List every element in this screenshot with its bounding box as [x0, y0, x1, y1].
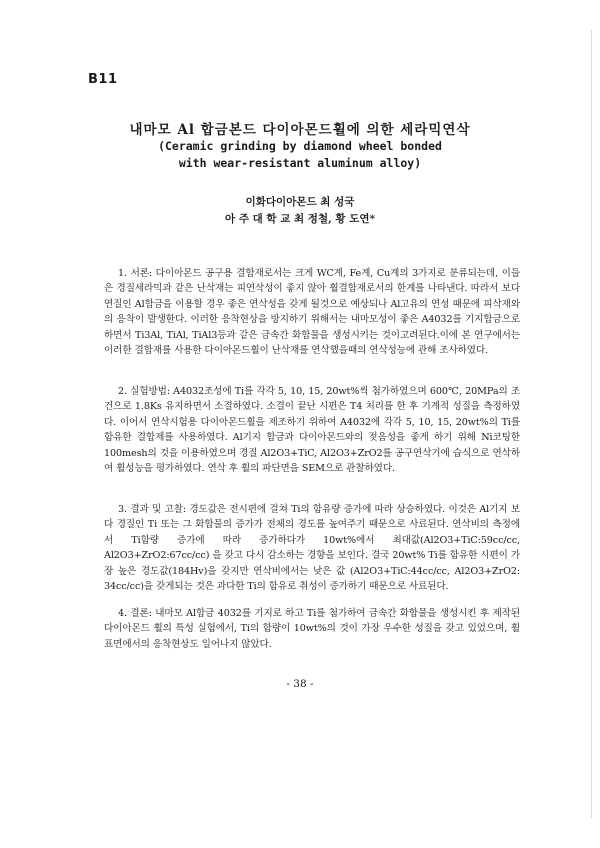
section-introduction-text: 1. 서론: 다이아몬드 공구용 결합재로서는 크게 WC계, Fe계, Cu계의 3가지로 분류되는데, 이들은 경질세라믹과 같은 난삭재는 피연삭성이 좋지 않아 휠결합재로서의 한계를 나타낸다. 따라서 보다 연질인 Al합금을 이용할 경우 좋은 연삭성을 갖게 될것으로 예상되나 Al고유의 연성 때문에 피삭재와의 응착이 발생한다. 이러한 응착현상을 방지하기 위해서는 내마모성이 좋은 A4032를 기지합금으로 하면서 Ti3Al, TiAl, TiAl3등과 같은 금속간 화합물을 생성시키는 것이고려된다.이에 본 연구에서는 이러한 결합재를 사용한 다이아몬드휠이 난삭재를 연삭했을때의 연삭성능에 관해 조사하였다.: [104, 268, 520, 357]
authors: [0, 194, 600, 228]
section-methods: [104, 384, 520, 476]
authors-line-1: 이화다이아몬드 최 성국: [245, 196, 355, 208]
section-methods-text: 2. 실험방법: A4032조성에 Ti를 각각 5, 10, 15, 20wt%씩 첨가하였으며 600℃, 20MPa의 조건으로 1.8Ks 유지하면서 소결하였다. 소결이 끝난 시편은 T4 처리를 한 후 기계적 성질을 측정하였다. 이어서 연삭시험용 다이아몬드휠을 제조하기 위하여 A4032에 각각 5, 10, 15, 20wt%의 Ti를 함유한 결합제를 사용하였다. Al기지 합금과 다이아몬드와의 젖음성을 좋게 하기 위해 Ni코팅한 100mesh의 것을 이용하였으며 경질 Al2O3+TiC, Al2O3+ZrO2를 공구연삭기에 습식으로 연삭하여 휠성능을 평가하였다. 연삭 후 휠의 파단면을 SEM으로 관찰하였다.: [104, 386, 520, 475]
section-conclusion-text: 4. 결론: 내마모 Al합금 4032를 기지로 하고 Ti를 첨가하여 금속간 화합물을 생성시킨 후 제작된 다이아몬드 휠의 특성 실험에서, Ti의 함량이 10wt%의 것이 가장 우수한 성질을 갖고 있었으며, 휠 표면에서의 응착현상도 일어나지 않았다.: [104, 608, 520, 650]
authors-line-2: 아 주 대 학 교 최 정철, 황 도연*: [225, 213, 375, 225]
page-number: - 38 -: [286, 678, 314, 690]
section-results-text: 3. 결과 및 고찰: 경도값은 전시편에 걸쳐 Ti의 함유량 증가에 따라 상승하였다. 이것은 Al기지 보다 경질인 Ti 또는 그 화합물의 증가가 전체의 경도를 높여주기 때문으로 사료된다. 연삭비의 측정에서 Ti함량 증가에 따라 증가하다가 10wt%에서 최대값(Al2O3+TiC:59cc/cc, Al2O3+ZrO2:67cc/cc) 을 갖고 다시 감소하는 경향을 보인다. 결국 20wt% Ti를 함유한 시편이 가장 높은 경도값(184Hv)을 갖지만 연삭비에서는 낮은 값 (Al2O3+TiC:44cc/cc, Al2O3+ZrO2: 34cc/cc)을 갖게되는 것은 과다한 Ti의 함유로 취성이 증가하기 때문으로 사료된다.: [104, 504, 520, 593]
title-english-line-1: (Ceramic grinding by diamond wheel bonded: [158, 139, 442, 153]
title-english: [0, 138, 600, 172]
scan-edge-line: [591, 30, 592, 818]
session-code: B11: [88, 72, 118, 87]
section-results: [104, 502, 520, 594]
section-conclusion: [104, 606, 520, 652]
title-english-line-2: with wear-resistant aluminum alloy): [178, 156, 422, 170]
title-korean: 내마모 Al 합금본드 다이아몬드휠에 의한 세라믹연삭: [129, 122, 471, 138]
section-introduction: [104, 266, 520, 358]
